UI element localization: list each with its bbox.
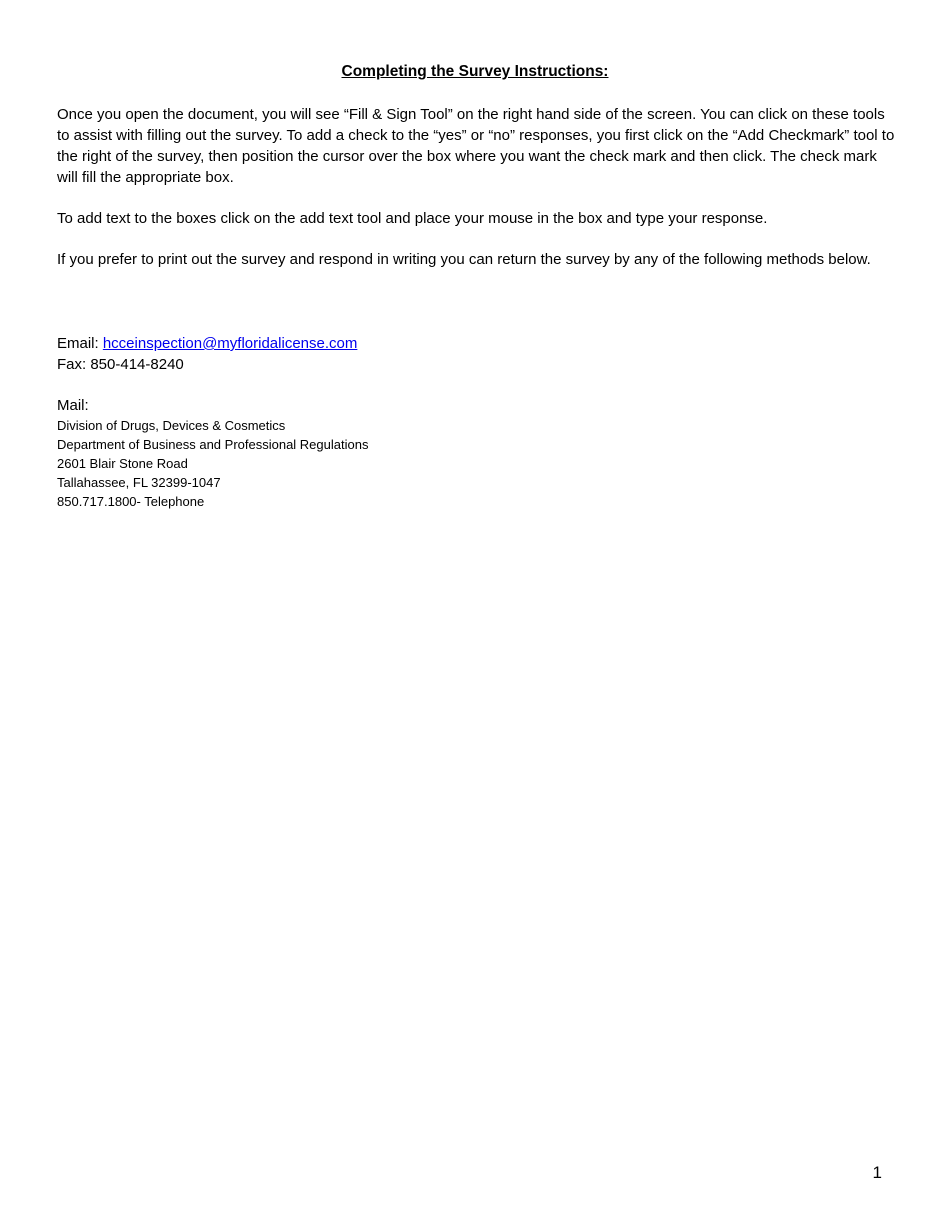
mail-line-division: Division of Drugs, Devices & Cosmetics (57, 418, 286, 433)
mail-line-city: Tallahassee, FL 32399-1047 (57, 475, 221, 490)
mail-line-telephone: 850.717.1800- Telephone (57, 494, 205, 509)
email-label: Email: (57, 335, 103, 352)
mail-line-street: 2601 Blair Stone Road (57, 456, 188, 471)
instructions-paragraph-fill-sign: Once you open the document, you will see “Fill & Sign Tool” on the right hand side of the screen. You can click on these tools to assist with filling out the survey. To add a check to the “yes” or “no” responses, you first click on the “Add Checkmark” tool to the right of the survey, then position the cursor over the box where you want the check mark and then click. The check mark will fill the appropriate box. (57, 106, 895, 186)
fax-line: Fax: 850-414-8240 (57, 356, 184, 373)
mail-line-department: Department of Business and Professional Regulations (57, 437, 369, 452)
instructions-paragraph-add-text: To add text to the boxes click on the add text tool and place your mouse in the box and type your response. (57, 210, 768, 227)
mailing-address (57, 416, 368, 511)
email-link[interactable]: hcceinspection@myfloridalicense.com (102, 335, 358, 352)
page-number: 1 (872, 1163, 882, 1182)
page-title: Completing the Survey Instructions: (341, 63, 609, 80)
instructions-paragraph-print-return: If you prefer to print out the survey and respond in writing you can return the survey by any of the following methods below. (57, 251, 871, 268)
mail-label: Mail: (57, 397, 89, 414)
email-line (57, 333, 357, 354)
